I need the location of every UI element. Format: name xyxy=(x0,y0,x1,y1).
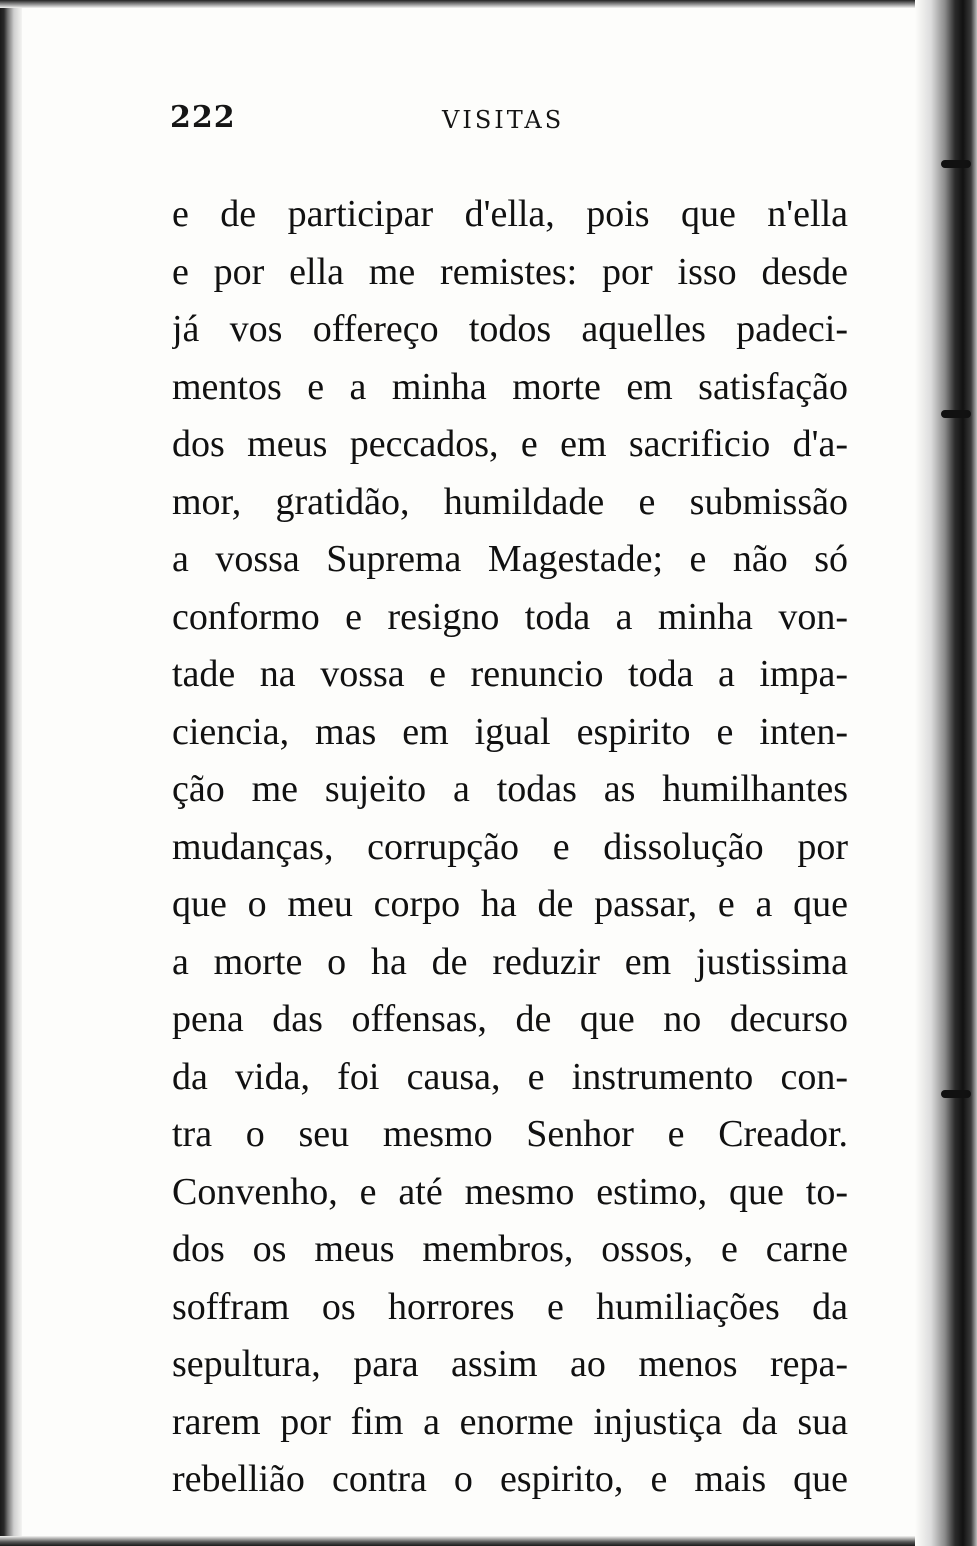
binding-thread-mark xyxy=(941,1090,971,1098)
binding-thread-mark xyxy=(941,160,971,168)
text-line: e por ella me remistes: por isso desde xyxy=(172,250,848,293)
running-head xyxy=(170,100,870,140)
text-line: e de participar d'ella, pois que n'ella xyxy=(172,193,848,235)
page-spine-shadow xyxy=(915,0,977,1546)
page-number: 222 xyxy=(170,100,236,135)
text-line: ciencia, mas em igual espirito e inten- xyxy=(172,710,848,753)
running-title: VISITAS xyxy=(442,106,565,134)
text-line: da vida, foi causa, e instrumento con- xyxy=(172,1055,848,1098)
text-line: pena das offensas, de que no decurso xyxy=(172,998,848,1040)
text-line: conformo e resigno toda a minha von- xyxy=(172,595,848,638)
page-top-shadow xyxy=(0,0,977,8)
text-line: tade na vossa e renuncio toda a impa- xyxy=(172,653,848,695)
text-line: soffram os horrores e humiliações da xyxy=(172,1285,848,1328)
page-bottom-shadow xyxy=(0,1536,977,1546)
text-line: tra o seu mesmo Senhor e Creador. xyxy=(172,1113,848,1155)
text-line: sepultura, para assim ao menos repa- xyxy=(172,1343,848,1385)
text-line: a vossa Suprema Magestade; e não só xyxy=(172,538,848,580)
text-line: dos os meus membros, ossos, e carne xyxy=(172,1228,848,1270)
text-line: mudanças, corrupção e dissolução por xyxy=(172,825,848,868)
text-line: dos meus peccados, e em sacrificio d'a- xyxy=(172,423,848,465)
text-line: já vos offereço todos aquelles padeci- xyxy=(172,308,848,350)
text-line: que o meu corpo ha de passar, e a que xyxy=(172,883,848,925)
text-line: rebellião contra o espirito, e mais que xyxy=(172,1458,848,1500)
body-text xyxy=(172,186,848,1509)
text-line: rarem por fim a enorme injustiça da sua xyxy=(172,1400,848,1443)
text-line: mentos e a minha morte em satisfação xyxy=(172,365,848,408)
binding-thread-mark xyxy=(941,410,971,418)
page-left-shadow xyxy=(0,0,22,1546)
text-line: a morte o ha de reduzir em justissima xyxy=(172,940,848,983)
text-line: ção me sujeito a todas as humilhantes xyxy=(172,768,848,810)
text-line: mor, gratidão, humildade e submissão xyxy=(172,480,848,523)
text-line: Convenho, e até mesmo estimo, que to- xyxy=(172,1170,848,1213)
